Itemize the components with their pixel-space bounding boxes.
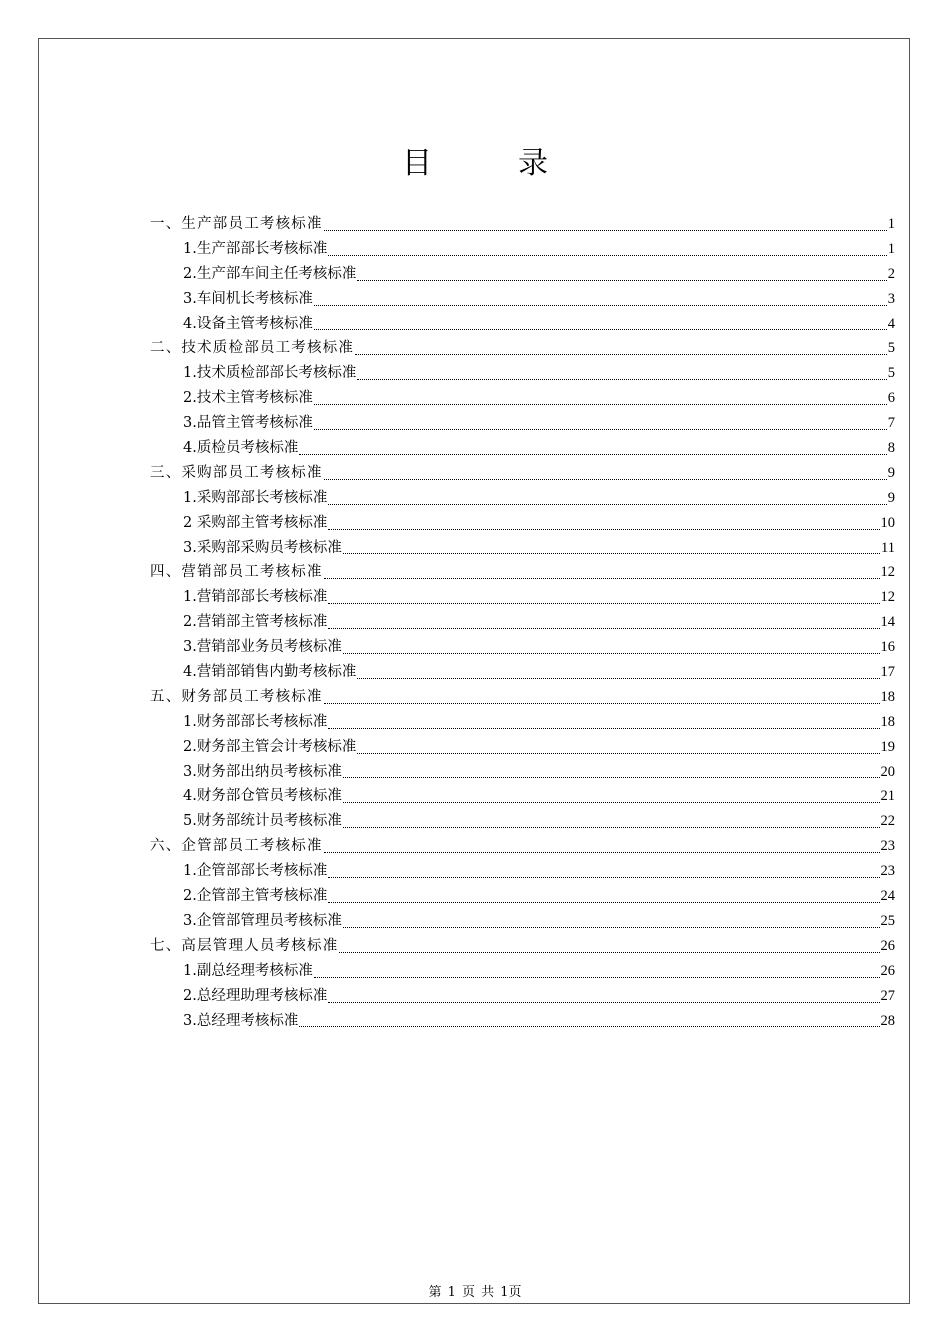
- toc-subsection-entry[interactable]: [150, 361, 895, 386]
- toc-entry-label: 1.采购部部长考核标准: [183, 489, 328, 506]
- toc-subsection-entry[interactable]: [150, 735, 895, 760]
- toc-subsection-entry[interactable]: [150, 585, 895, 610]
- toc-section-entry[interactable]: [150, 834, 895, 859]
- toc-entry-label: 2.企管部主管考核标准: [183, 888, 328, 905]
- toc-dot-leader: [328, 603, 879, 604]
- toc-page-number: 22: [880, 813, 895, 830]
- toc-dot-leader: [328, 728, 879, 729]
- toc-subsection-entry[interactable]: [150, 511, 895, 536]
- toc-dot-leader: [314, 329, 887, 330]
- toc-page-number: 26: [880, 962, 895, 979]
- toc-page-number: 1: [887, 216, 895, 232]
- toc-entry-label: 1.技术质检部部长考核标准: [183, 365, 357, 382]
- toc-subsection-entry[interactable]: [150, 959, 895, 984]
- toc-entry-label: 七、高层管理人员考核标准: [150, 937, 339, 954]
- toc-subsection-entry[interactable]: [150, 784, 895, 809]
- toc-subsection-entry[interactable]: [150, 411, 895, 436]
- toc-dot-leader: [343, 653, 880, 654]
- toc-subsection-entry[interactable]: [150, 436, 895, 461]
- toc-page-number: 14: [880, 614, 895, 631]
- toc-page-number: 10: [880, 514, 895, 531]
- toc-section-entry[interactable]: [150, 212, 895, 237]
- toc-dot-leader: [324, 578, 880, 579]
- toc-page-number: 12: [880, 589, 895, 606]
- toc-entry-label: 3.营销部业务员考核标准: [183, 639, 342, 656]
- toc-page-number: 7: [887, 415, 895, 432]
- toc-subsection-entry[interactable]: [150, 237, 895, 262]
- toc-dot-leader: [357, 753, 879, 754]
- toc-entry-label: 六、企管部员工考核标准: [150, 838, 323, 855]
- toc-dot-leader: [314, 977, 880, 978]
- toc-entry-label: 1.企管部部长考核标准: [183, 863, 328, 880]
- toc-page-number: 24: [880, 888, 895, 905]
- toc-entry-label: 3.品管主管考核标准: [183, 415, 313, 432]
- toc-entry-label: 4.营销部销售内勤考核标准: [183, 664, 357, 681]
- toc-page-number: 23: [880, 838, 895, 855]
- toc-entry-label: 4.设备主管考核标准: [183, 315, 313, 332]
- table-of-contents: [150, 212, 895, 1033]
- toc-page-number: 17: [880, 664, 895, 681]
- toc-dot-leader: [299, 454, 886, 455]
- toc-subsection-entry[interactable]: [150, 809, 895, 834]
- toc-subsection-entry[interactable]: [150, 909, 895, 934]
- toc-dot-leader: [343, 553, 880, 554]
- toc-page-number: 23: [880, 863, 895, 880]
- toc-entry-label: 2.营销部主管考核标准: [183, 614, 328, 631]
- toc-page-number: 11: [881, 539, 895, 556]
- toc-subsection-entry[interactable]: [150, 536, 895, 561]
- toc-entry-label: 2.总经理助理考核标准: [183, 987, 328, 1004]
- toc-entry-label: 2.财务部主管会计考核标准: [183, 738, 357, 755]
- toc-page-number: 9: [887, 464, 895, 481]
- toc-page-number: 18: [880, 713, 895, 730]
- toc-page-number: 26: [880, 937, 895, 954]
- toc-page-number: 19: [880, 738, 895, 755]
- toc-entry-label: 3.企管部管理员考核标准: [183, 912, 342, 929]
- toc-dot-leader: [343, 777, 880, 778]
- toc-dot-leader: [314, 404, 887, 405]
- toc-subsection-entry[interactable]: [150, 1009, 895, 1034]
- toc-entry-label: 一、生产部员工考核标准: [150, 216, 323, 232]
- toc-subsection-entry[interactable]: [150, 760, 895, 785]
- toc-page-number: 18: [880, 688, 895, 705]
- toc-section-entry[interactable]: [150, 560, 895, 585]
- toc-dot-leader: [357, 678, 879, 679]
- toc-dot-leader: [314, 305, 887, 306]
- toc-page-number: 6: [887, 390, 895, 407]
- toc-section-entry[interactable]: [150, 461, 895, 486]
- toc-dot-leader: [328, 1002, 879, 1003]
- toc-page-number: 25: [880, 912, 895, 929]
- toc-entry-label: 4.质检员考核标准: [183, 440, 299, 457]
- toc-subsection-entry[interactable]: [150, 262, 895, 287]
- toc-section-entry[interactable]: [150, 934, 895, 959]
- toc-page-number: 8: [887, 440, 895, 457]
- toc-entry-label: 二、技术质检部员工考核标准: [150, 340, 355, 357]
- toc-subsection-entry[interactable]: [150, 312, 895, 337]
- toc-page-number: 16: [880, 639, 895, 656]
- toc-subsection-entry[interactable]: [150, 486, 895, 511]
- toc-dot-leader: [328, 529, 879, 530]
- toc-dot-leader: [328, 628, 879, 629]
- toc-dot-leader: [314, 429, 887, 430]
- toc-dot-leader: [324, 852, 880, 853]
- toc-subsection-entry[interactable]: [150, 386, 895, 411]
- toc-page-number: 28: [880, 1012, 895, 1029]
- toc-dot-leader: [343, 827, 880, 828]
- toc-page-number: 4: [887, 315, 895, 332]
- toc-dot-leader: [328, 877, 879, 878]
- toc-subsection-entry[interactable]: [150, 660, 895, 685]
- toc-dot-leader: [324, 479, 887, 480]
- toc-entry-label: 四、营销部员工考核标准: [150, 564, 323, 581]
- toc-page-number: 21: [880, 788, 895, 805]
- toc-page-number: 5: [887, 340, 895, 357]
- toc-entry-label: 3.财务部出纳员考核标准: [183, 763, 342, 780]
- toc-page-number: 12: [880, 564, 895, 581]
- toc-dot-leader: [357, 379, 886, 380]
- toc-dot-leader: [328, 504, 886, 505]
- toc-entry-label: 1.生产部部长考核标准: [183, 240, 328, 257]
- page-footer: 第 1 页 共 1页: [428, 1285, 522, 1300]
- toc-section-entry[interactable]: [150, 685, 895, 710]
- toc-entry-label: 4.财务部仓管员考核标准: [183, 788, 342, 805]
- toc-entry-label: 2.生产部车间主任考核标准: [183, 265, 357, 282]
- toc-dot-leader: [328, 255, 886, 256]
- toc-section-entry[interactable]: [150, 336, 895, 361]
- toc-page-number: 1: [887, 240, 895, 257]
- toc-entry-label: 3.采购部采购员考核标准: [183, 539, 342, 556]
- toc-dot-leader: [357, 280, 886, 281]
- page-title: 目 录: [402, 146, 576, 182]
- toc-subsection-entry[interactable]: [150, 884, 895, 909]
- toc-entry-label: 3.车间机长考核标准: [183, 290, 313, 307]
- toc-entry-label: 5.财务部统计员考核标准: [183, 813, 342, 830]
- toc-dot-leader: [355, 354, 887, 355]
- toc-page-number: 20: [880, 763, 895, 780]
- toc-dot-leader: [324, 703, 880, 704]
- toc-entry-label: 3.总经理考核标准: [183, 1012, 299, 1029]
- toc-dot-leader: [328, 902, 879, 903]
- toc-page-number: 3: [887, 290, 895, 307]
- toc-page-number: 2: [887, 265, 895, 282]
- toc-dot-leader: [343, 927, 880, 928]
- toc-dot-leader: [324, 230, 887, 231]
- toc-entry-label: 五、财务部员工考核标准: [150, 688, 323, 705]
- toc-subsection-entry[interactable]: [150, 287, 895, 312]
- toc-entry-label: 1.财务部部长考核标准: [183, 713, 328, 730]
- toc-subsection-entry[interactable]: [150, 984, 895, 1009]
- toc-entry-label: 1.副总经理考核标准: [183, 962, 313, 979]
- toc-entry-label: 1.营销部部长考核标准: [183, 589, 328, 606]
- toc-dot-leader: [343, 802, 880, 803]
- toc-page-number: 9: [887, 489, 895, 506]
- toc-entry-label: 2.技术主管考核标准: [183, 390, 313, 407]
- toc-dot-leader: [299, 1026, 879, 1027]
- toc-subsection-entry[interactable]: [150, 610, 895, 635]
- toc-subsection-entry[interactable]: [150, 859, 895, 884]
- toc-page-number: 5: [887, 365, 895, 382]
- toc-entry-label: 2 采购部主管考核标准: [183, 514, 328, 531]
- toc-dot-leader: [339, 952, 879, 953]
- toc-subsection-entry[interactable]: [150, 710, 895, 735]
- toc-page-number: 27: [880, 987, 895, 1004]
- toc-entry-label: 三、采购部员工考核标准: [150, 464, 323, 481]
- toc-subsection-entry[interactable]: [150, 635, 895, 660]
